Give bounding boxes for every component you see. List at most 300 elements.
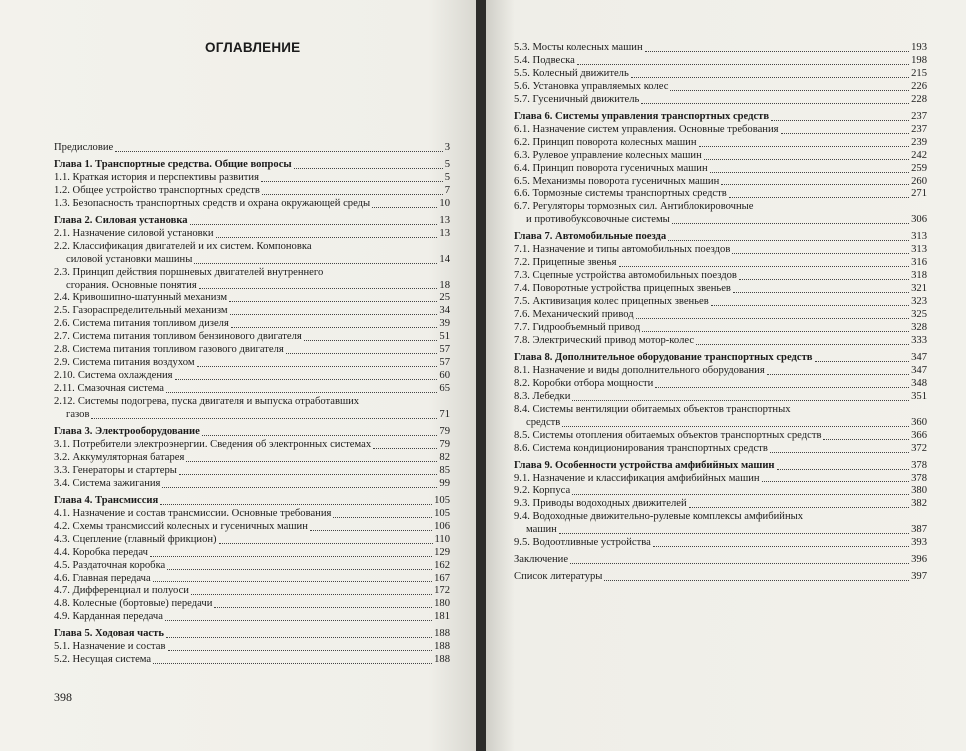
toc-entry	[54, 228, 450, 241]
toc-entry	[514, 283, 927, 296]
toc-entry	[514, 391, 927, 404]
toc-right	[514, 42, 927, 584]
toc-page-number: 167	[434, 572, 450, 584]
toc-entry-title: 6.4. Принцип поворота гусеничных машин	[514, 162, 708, 174]
dot-leader	[696, 344, 909, 345]
toc-page-number: 347	[911, 364, 927, 376]
toc-entry-title: 4.2. Схемы трансмиссий колесных и гусеничных машин	[54, 520, 308, 532]
dot-leader	[186, 461, 437, 462]
toc-page-number: 260	[911, 175, 927, 187]
toc-entry-title: 8.6. Система кондиционирования транспортных средств	[514, 442, 768, 454]
toc-page-number: 348	[911, 377, 927, 389]
toc-page-number: 188	[434, 641, 450, 653]
toc-entry	[514, 485, 927, 498]
toc-entry-title: Глава 1. Транспортные средства. Общие вопросы	[54, 158, 292, 170]
dot-leader	[166, 392, 437, 393]
toc-chapter	[54, 628, 450, 641]
dot-leader	[562, 426, 909, 427]
toc-page-number: 198	[911, 54, 927, 66]
toc-entry	[514, 473, 927, 486]
dot-leader	[190, 224, 438, 225]
toc-entry-title-continued: средств	[526, 416, 561, 428]
dot-leader	[333, 517, 432, 518]
toc-page-number: 188	[434, 628, 450, 640]
toc-page-number: 99	[439, 477, 450, 489]
toc-page-number: 328	[911, 322, 927, 334]
toc-entry	[54, 241, 450, 267]
dot-leader	[653, 546, 909, 547]
toc-entry-title: 6.6. Тормозные системы транспортных средств	[514, 188, 727, 200]
dot-leader	[310, 530, 432, 531]
toc-chapter	[54, 215, 450, 228]
toc-entry	[514, 150, 927, 163]
toc-entry-title: 6.5. Механизмы поворота гусеничных машин	[514, 175, 720, 187]
dot-leader	[739, 279, 909, 280]
dot-leader	[166, 637, 432, 638]
toc-entry-title: 1.1. Краткая история и перспективы развития	[54, 171, 259, 183]
toc-page-number: 10	[439, 197, 450, 209]
toc-entry	[514, 68, 927, 81]
toc-entry-title: 4.9. Карданная передача	[54, 611, 163, 623]
dot-leader	[304, 340, 438, 341]
dot-leader	[197, 366, 438, 367]
toc-page-number: 60	[439, 370, 450, 382]
toc-page-number: 228	[911, 93, 927, 105]
toc-chapter	[514, 352, 927, 365]
toc-page-number: 351	[911, 390, 927, 402]
toc-entry	[54, 654, 450, 667]
dot-leader	[631, 77, 909, 78]
dot-leader	[604, 580, 909, 581]
toc-page-number: 39	[439, 318, 450, 330]
toc-page-number: 372	[911, 442, 927, 454]
toc-page-number: 13	[439, 227, 450, 239]
toc-page-number: 366	[911, 429, 927, 441]
toc-page-number: 237	[911, 123, 927, 135]
toc-entry	[54, 439, 450, 452]
toc-page-number: 13	[439, 214, 450, 226]
toc-page-number: 79	[439, 438, 450, 450]
toc-entry-title: 5.5. Колесный движитель	[514, 67, 629, 79]
toc-entry	[54, 318, 450, 331]
dot-leader	[570, 563, 909, 564]
toc-entry-title: 5.4. Подвеска	[514, 54, 575, 66]
toc-page-number: 193	[911, 42, 927, 53]
dot-leader	[231, 327, 438, 328]
dot-leader	[165, 620, 432, 621]
toc-entry-title: 7.2. Прицепные звенья	[514, 257, 617, 269]
dot-leader	[645, 51, 909, 52]
toc-entry-title: 4.8. Колесные (бортовые) передачи	[54, 598, 213, 610]
dot-leader	[199, 288, 438, 289]
dot-leader	[153, 663, 432, 664]
dot-leader	[559, 533, 909, 534]
dot-leader	[572, 494, 909, 495]
toc-entry	[514, 378, 927, 391]
dot-leader	[710, 172, 909, 173]
toc-entry-title: 7.3. Сцепные устройства автомобильных поездов	[514, 270, 737, 282]
dot-leader	[230, 314, 438, 315]
toc-entry	[54, 534, 450, 547]
dot-leader	[150, 556, 432, 557]
toc-entry-title: 8.5. Системы отопления обитаемых объектов транспортных средств	[514, 429, 822, 441]
toc-entry	[514, 124, 927, 137]
toc-page-number: 172	[434, 585, 450, 597]
toc-entry	[54, 267, 450, 293]
dot-leader	[655, 387, 909, 388]
dot-leader	[733, 292, 909, 293]
toc-page-number: 325	[911, 309, 927, 321]
dot-leader	[767, 374, 909, 375]
toc-entry-title: 6.3. Рулевое управление колесных машин	[514, 149, 702, 161]
toc-entry	[514, 137, 927, 150]
toc-chapter	[54, 159, 450, 172]
toc-page-number: 237	[911, 110, 927, 122]
dot-leader	[216, 237, 438, 238]
toc-entry	[54, 465, 450, 478]
right-page	[486, 0, 966, 751]
toc-entry-title: Предисловие	[54, 142, 114, 153]
toc-entry-title: 2.12. Системы подогрева, пуска двигателя и выпуска отработавших	[54, 396, 360, 408]
toc-entry-title: 2.5. Газораспределительный механизм	[54, 305, 228, 317]
toc-chapter	[514, 111, 927, 124]
toc-entry-title: Список литературы	[514, 571, 603, 583]
toc-chapter	[54, 495, 450, 508]
toc-entry-title: 6.1. Назначение систем управления. Основные требования	[514, 123, 779, 135]
toc-entry	[54, 331, 450, 344]
toc-entry-title: 1.3. Безопасность транспортных средств и охрана окружающей среды	[54, 197, 371, 209]
dot-leader	[261, 181, 443, 182]
toc-entry-title: 9.4. Водоходные движительно-рулевые комплексы амфибийных	[514, 511, 804, 523]
toc-entry	[54, 611, 450, 624]
toc-page-number: 226	[911, 80, 927, 92]
toc-page-number: 393	[911, 537, 927, 549]
toc-page-number: 7	[444, 184, 450, 196]
toc-entry-title: 2.11. Смазочная система	[54, 383, 164, 395]
toc-page-number: 313	[911, 244, 927, 256]
dot-leader	[219, 543, 433, 544]
toc-entry-title: 3.3. Генераторы и стартеры	[54, 464, 177, 476]
toc-page-number: 380	[911, 485, 927, 497]
dot-leader	[704, 159, 909, 160]
toc-entry-title: Глава 2. Силовая установка	[54, 214, 188, 226]
toc-entry-title: 7.6. Механический привод	[514, 309, 634, 321]
left-page	[0, 0, 476, 751]
toc-entry-title: 3.1. Потребители электроэнергии. Сведения об электронных системах	[54, 438, 372, 450]
toc-entry	[514, 55, 927, 68]
toc-entry	[54, 547, 450, 560]
toc-page-number: 313	[911, 231, 927, 243]
toc-chapter	[514, 231, 927, 244]
toc-page-number: 162	[434, 559, 450, 571]
toc-entry-title: Глава 7. Автомобильные поезда	[514, 231, 667, 243]
toc-entry	[514, 42, 927, 55]
toc-page-number: 18	[439, 279, 450, 291]
dot-leader	[194, 263, 437, 264]
dot-leader	[672, 223, 909, 224]
toc-entry	[54, 585, 450, 598]
toc-page-number: 105	[434, 507, 450, 519]
toc-entry	[514, 335, 927, 348]
dot-leader	[823, 439, 909, 440]
toc-entry-title: 5.3. Мосты колесных машин	[514, 42, 643, 53]
toc-entry-title: 4.1. Назначение и состав трансмиссии. Основные требования	[54, 507, 332, 519]
dot-leader	[721, 184, 909, 185]
toc-page-number: 321	[911, 283, 927, 295]
toc-page-number: 180	[434, 598, 450, 610]
toc-entry-title: 2.4. Кривошипно-шатунный механизм	[54, 292, 228, 304]
dot-leader	[262, 194, 443, 195]
toc-entry	[54, 521, 450, 534]
dot-leader	[572, 400, 909, 401]
dot-leader	[373, 448, 437, 449]
toc-page-number: 396	[911, 554, 927, 566]
toc-entry-title: 9.1. Назначение и классификация амфибийных машин	[514, 472, 760, 484]
dot-leader	[91, 418, 437, 419]
toc-entry	[54, 573, 450, 586]
toc-page-number: 378	[911, 459, 927, 471]
dot-leader	[699, 146, 910, 147]
toc-page-number: 3	[444, 142, 450, 153]
toc-page-number: 397	[911, 571, 927, 583]
toc-entry	[514, 188, 927, 201]
toc-page-number: 360	[911, 416, 927, 428]
dot-leader	[670, 90, 909, 91]
toc-page-number: 85	[439, 464, 450, 476]
toc-entry	[54, 560, 450, 573]
toc-entry-title: Заключение	[514, 554, 569, 566]
toc-entry	[514, 94, 927, 107]
toc-entry-title: 7.8. Электрический привод мотор-колес	[514, 334, 695, 346]
dot-leader	[711, 305, 909, 306]
book-gutter	[476, 0, 486, 751]
dot-leader	[781, 133, 910, 134]
toc-entry-title: 7.1. Назначение и типы автомобильных поездов	[514, 244, 731, 256]
toc-page-number: 5	[444, 158, 450, 170]
toc-entry-title: 2.8. Система питания топливом газового двигателя	[54, 344, 284, 356]
toc-entry-title: 5.7. Гусеничный движитель	[514, 93, 640, 105]
toc-entry	[54, 641, 450, 654]
toc-entry	[514, 201, 927, 227]
toc-page-number: 378	[911, 472, 927, 484]
toc-entry	[514, 511, 927, 537]
dot-leader	[732, 253, 909, 254]
toc-page-number: 82	[439, 451, 450, 463]
toc-page-number: 34	[439, 305, 450, 317]
toc-entry-title-continued: газов	[66, 409, 90, 421]
dot-leader	[577, 64, 909, 65]
toc-entry-title: 5.1. Назначение и состав	[54, 641, 166, 653]
dot-leader	[641, 103, 909, 104]
dot-leader	[191, 594, 432, 595]
dot-leader	[115, 151, 442, 152]
toc-chapter	[54, 426, 450, 439]
dot-leader	[642, 331, 909, 332]
toc-entry-title: 5.2. Несущая система	[54, 654, 152, 666]
dot-leader	[175, 379, 438, 380]
toc-entry-title-continued: сгорания. Основные понятия	[66, 279, 197, 291]
toc-entry	[514, 430, 927, 443]
dot-leader	[294, 168, 443, 169]
toc-page-number: 110	[434, 533, 450, 545]
toc-entry	[514, 296, 927, 309]
toc-entry	[54, 598, 450, 611]
dot-leader	[636, 318, 909, 319]
toc-page-number: 129	[434, 546, 450, 558]
toc-page-number: 106	[434, 520, 450, 532]
toc-page-number: 271	[911, 188, 927, 200]
dot-leader	[229, 301, 437, 302]
toc-entry	[514, 176, 927, 189]
toc-entry-title: 7.7. Гидрообъемный привод	[514, 322, 641, 334]
toc-entry	[54, 452, 450, 465]
dot-leader	[286, 353, 438, 354]
toc-entry-title: 3.2. Аккумуляторная батарея	[54, 451, 185, 463]
toc-entry	[514, 309, 927, 322]
toc-entry-title: 4.5. Раздаточная коробка	[54, 559, 166, 571]
toc-entry	[514, 571, 927, 584]
dot-leader	[777, 469, 910, 470]
toc-entry-title-continued: и противобуксовочные системы	[526, 214, 670, 226]
toc-entry-title: 2.2. Классификация двигателей и их систем. Компоновка	[54, 240, 312, 252]
toc-entry-title: Глава 8. Дополнительное оборудование транспортных средств	[514, 351, 813, 363]
toc-page-number: 239	[911, 136, 927, 148]
toc-entry-title: Глава 4. Трансмиссия	[54, 494, 159, 506]
toc-page-number: 65	[439, 383, 450, 395]
toc-page-number: 188	[434, 654, 450, 666]
toc-page-number: 51	[439, 331, 450, 343]
toc-entry-title: 6.2. Принцип поворота колесных машин	[514, 136, 697, 148]
toc-entry-title: 8.2. Коробки отбора мощности	[514, 377, 654, 389]
dot-leader	[160, 504, 432, 505]
toc-entry-title: 8.1. Назначение и виды дополнительного оборудования	[514, 364, 765, 376]
toc-entry-title: 8.4. Системы вентиляции обитаемых объектов транспортных	[514, 403, 791, 415]
dot-leader	[167, 569, 432, 570]
dot-leader	[668, 240, 909, 241]
toc-page-number: 316	[911, 257, 927, 269]
toc-page-number: 306	[911, 214, 927, 226]
toc-entry	[54, 142, 450, 155]
toc-entry	[514, 270, 927, 283]
toc-entry	[514, 365, 927, 378]
toc-entry-title: 2.6. Система питания топливом дизеля	[54, 318, 229, 330]
toc-entry-title: 4.3. Сцепление (главный фрикцион)	[54, 533, 217, 545]
toc-entry-title: 4.4. Коробка передач	[54, 546, 148, 558]
toc-page-number: 5	[444, 171, 450, 183]
toc-entry	[54, 305, 450, 318]
toc-entry-title: Глава 5. Ходовая часть	[54, 628, 164, 640]
toc-entry-title: 2.7. Система питания топливом бензинового двигателя	[54, 331, 302, 343]
toc-entry	[54, 344, 450, 357]
toc-page-number: 14	[439, 253, 450, 265]
toc-entry-title-continued: силовой установки машины	[66, 253, 193, 265]
dot-leader	[168, 650, 433, 651]
dot-leader	[619, 266, 910, 267]
toc-entry-title: Глава 9. Особенности устройства амфибийных машин	[514, 459, 775, 471]
toc-entry-title: 4.6. Главная передача	[54, 572, 151, 584]
toc-page-number: 387	[911, 524, 927, 536]
toc-entry	[54, 383, 450, 396]
toc-entry-title: 7.5. Активизация колес прицепных звеньев	[514, 296, 709, 308]
toc-entry-title-continued: машин	[526, 524, 557, 536]
toc-page-number: 347	[911, 351, 927, 363]
toc-page-number: 382	[911, 498, 927, 510]
toc-entry	[514, 404, 927, 430]
toc-entry	[54, 357, 450, 370]
toc-entry	[514, 81, 927, 94]
toc-entry	[514, 498, 927, 511]
toc-entry	[54, 185, 450, 198]
dot-leader	[815, 361, 910, 362]
dot-leader	[372, 207, 437, 208]
toc-entry	[54, 478, 450, 491]
dot-leader	[179, 474, 438, 475]
toc-entry-title: 9.5. Водоотливные устройства	[514, 537, 651, 549]
toc-entry	[514, 443, 927, 456]
dot-leader	[770, 452, 909, 453]
toc-entry	[54, 396, 450, 422]
toc-page-number: 215	[911, 67, 927, 79]
dot-leader	[162, 487, 437, 488]
toc-entry-title: 2.9. Система питания воздухом	[54, 357, 195, 369]
toc-page-number: 25	[439, 292, 450, 304]
toc-page-number: 79	[439, 426, 450, 438]
toc-entry	[514, 257, 927, 270]
toc-entry-title: 8.3. Лебедки	[514, 390, 571, 402]
toc-entry	[514, 322, 927, 335]
toc-entry	[54, 198, 450, 211]
toc-page-number: 323	[911, 296, 927, 308]
dot-leader	[202, 435, 438, 436]
toc-entry-title: 2.3. Принцип действия поршневых двигателей внутреннего	[54, 266, 324, 278]
toc-entry-title: 4.7. Дифференциал и полуоси	[54, 585, 189, 597]
toc-entry-title: 3.4. Система зажигания	[54, 477, 161, 489]
toc-page-number: 105	[434, 494, 450, 506]
page-title: ОГЛАВЛЕНИЕ	[205, 40, 301, 55]
toc-entry-title: 6.7. Регуляторы тормозных сил. Антиблокировочные	[514, 201, 754, 213]
toc-entry	[514, 537, 927, 550]
toc-page-number: 71	[439, 409, 450, 421]
toc-page-number: 259	[911, 162, 927, 174]
toc-entry	[54, 508, 450, 521]
dot-leader	[762, 481, 910, 482]
toc-page-number: 57	[439, 357, 450, 369]
page-number: 398	[54, 690, 72, 704]
toc-page-number: 57	[439, 344, 450, 356]
toc-entry	[514, 163, 927, 176]
toc-entry	[514, 244, 927, 257]
toc-page-number: 318	[911, 270, 927, 282]
dot-leader	[153, 581, 432, 582]
toc-page-number: 242	[911, 149, 927, 161]
toc-entry-title: 5.6. Установка управляемых колес	[514, 80, 669, 92]
toc-entry-title: 9.3. Приводы водоходных движителей	[514, 498, 687, 510]
toc-entry-title: Глава 3. Электрооборудование	[54, 426, 200, 438]
toc-entry-title: 2.10. Система охлаждения	[54, 370, 173, 382]
dot-leader	[729, 197, 909, 198]
toc-entry	[54, 292, 450, 305]
toc-entry-title: 9.2. Корпуса	[514, 485, 571, 497]
toc-page-number: 181	[434, 611, 450, 623]
toc-entry	[54, 370, 450, 383]
dot-leader	[214, 607, 432, 608]
toc-entry	[54, 172, 450, 185]
dot-leader	[689, 507, 909, 508]
toc-left	[54, 142, 450, 667]
toc-entry-title: 7.4. Поворотные устройства прицепных звеньев	[514, 283, 731, 295]
toc-entry	[514, 554, 927, 567]
toc-entry-title: 1.2. Общее устройство транспортных средств	[54, 184, 260, 196]
